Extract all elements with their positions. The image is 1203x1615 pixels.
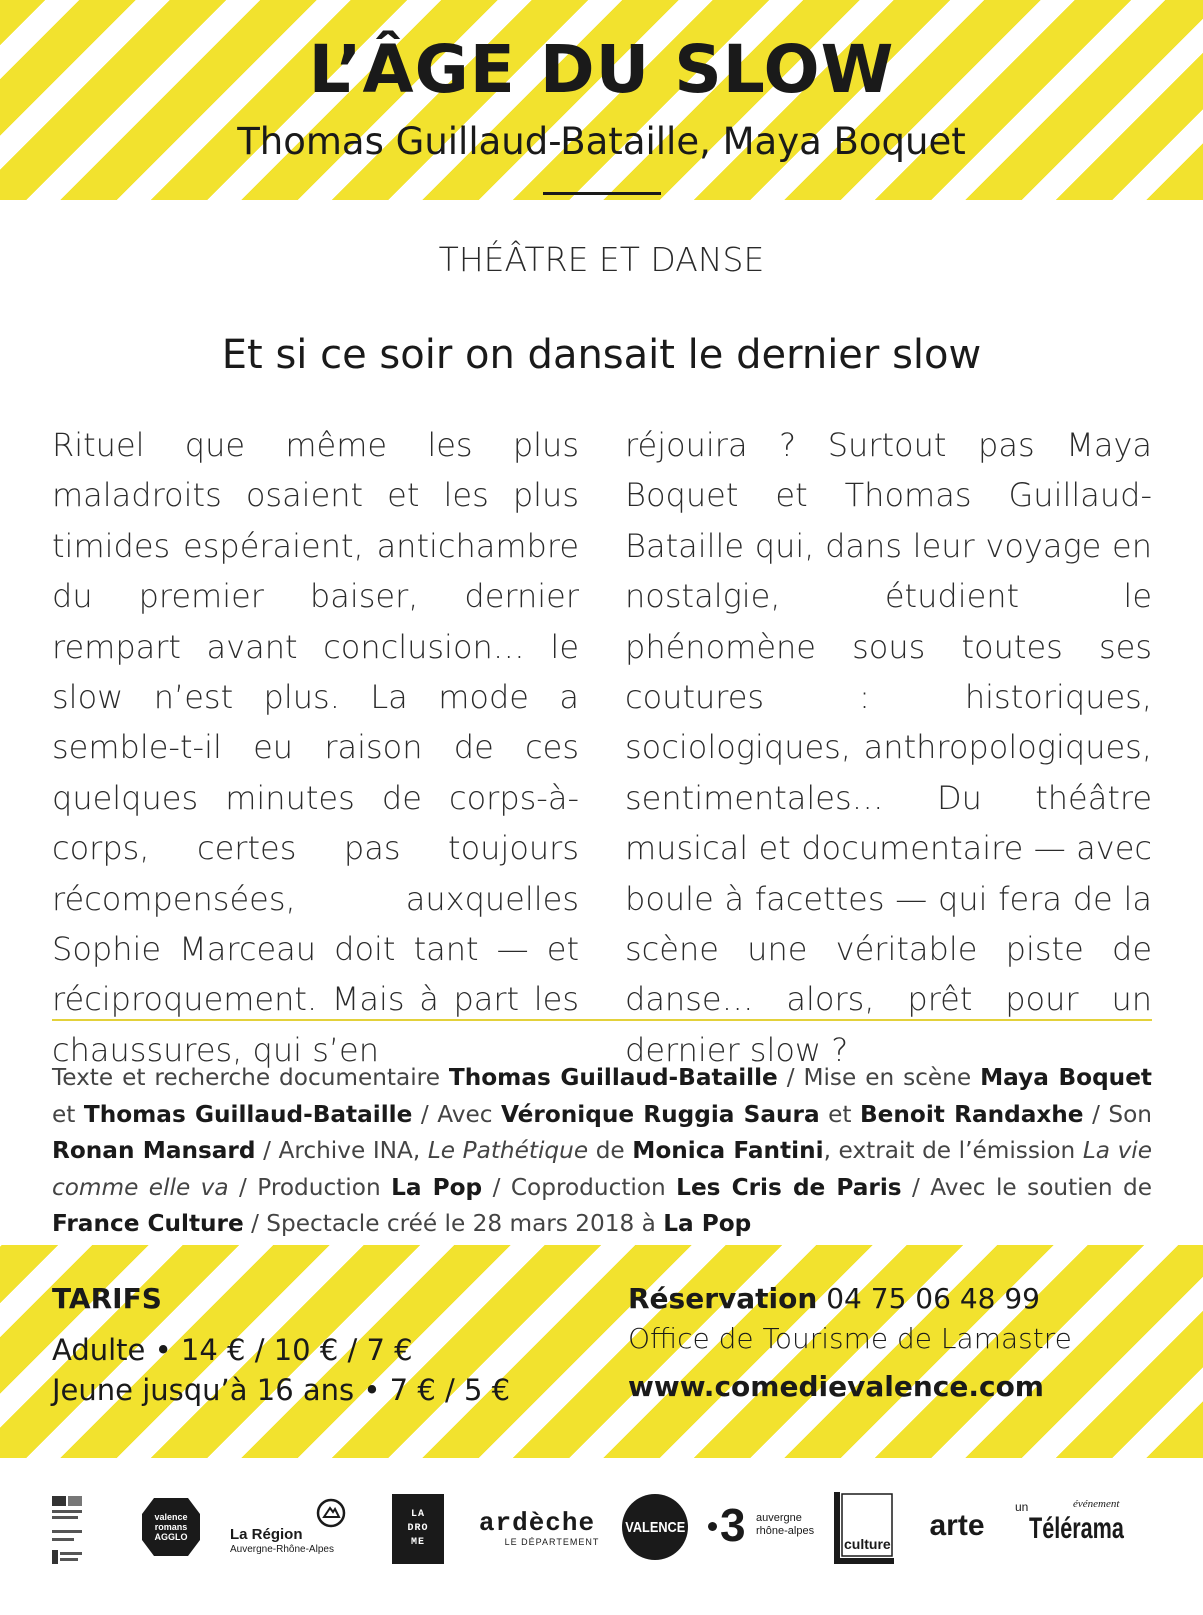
telerama-un: un [1015, 1500, 1029, 1514]
credits-name: Monica Fantini [632, 1137, 824, 1164]
france-culture-text: culture [844, 1536, 891, 1552]
credits-text: / Avec le soutien de [901, 1173, 1152, 1201]
valence-agglo-logo [140, 1496, 202, 1558]
arte-text: arte [929, 1509, 985, 1542]
la-region-logo [230, 1498, 350, 1562]
credits-name: Ronan Mansard [52, 1137, 256, 1164]
credits-block [52, 1060, 1152, 1243]
credits-name: Benoit Randaxhe [860, 1100, 1084, 1128]
ardeche-text: ardèche [478, 1508, 596, 1538]
credits-text: , extrait de l’émission [823, 1137, 1083, 1164]
genre-label: THÉÂTRE ET DANSE [438, 240, 765, 279]
tarif-young: Jeune jusqu’à 16 ans • 7 € / 5 € [52, 1373, 511, 1407]
france-culture-frame-icon [832, 1490, 896, 1566]
credits-text: / Son [1083, 1100, 1153, 1128]
partner-logos [40, 1490, 1170, 1590]
telerama-text: Télérama [1029, 1512, 1124, 1545]
credits-text: / Production [228, 1173, 392, 1201]
france-culture-logo [832, 1490, 896, 1566]
description-right-column: réjouira ? Surtout pas Maya Boquet et Thomas Guillaud-Bataille qui, dans leur voyage en nostalgie, étudient le phénomène sous toutes ses coutures : historiques, sociologiques, anthropologiques, sentimentales… Du théâtre musical et documentaire — avec boule à facettes — qui fera de la scène une véritable piste de danse… alors, prêt pour un dernier slow ? [625, 426, 1152, 1069]
reservation-line [628, 1280, 1040, 1318]
region-name: La Région [230, 1526, 303, 1543]
show-title: L’ÂGE DU SLOW [308, 31, 895, 108]
section-divider [52, 1019, 1152, 1021]
show-authors: Thomas Guillaud-Bataille, Maya Boquet [237, 120, 966, 163]
telerama-event: événement [1073, 1498, 1120, 1510]
france3-sub: auvergne rhône-alpes [756, 1512, 815, 1537]
credits-text: / Avec [412, 1100, 501, 1128]
arte-logo [912, 1506, 1002, 1546]
tagline: Et si ce soir on dansait le dernier slow [221, 332, 982, 378]
france3-number: 3 [720, 1499, 746, 1551]
credits-name: La Pop [663, 1210, 752, 1237]
region-sub: Auvergne-Rhône-Alpes [230, 1544, 334, 1555]
credits-name: Les Cris de Paris [676, 1173, 902, 1201]
credits-name: Thomas Guillaud-Bataille [448, 1064, 778, 1091]
ville-valence-logo [622, 1494, 688, 1560]
credits-name: Véronique Ruggia Saura [501, 1100, 820, 1128]
prefet-emblem-icon [52, 1496, 86, 1566]
ardeche-sub: LE DÉPARTEMENT [504, 1537, 600, 1547]
credits-text: et [52, 1100, 84, 1128]
credits-text: / Mise en scène [777, 1064, 981, 1091]
ardeche-logo [472, 1500, 602, 1556]
tarifs-heading: TARIFS [52, 1282, 162, 1315]
credits-name: Thomas Guillaud-Bataille [83, 1100, 413, 1128]
credits-text: Texte et recherche documentaire [52, 1064, 449, 1091]
header-rule [543, 192, 661, 195]
credits-name: France Culture [52, 1210, 244, 1237]
region-mountain-icon [316, 1498, 346, 1528]
credits-text: et [819, 1100, 860, 1128]
credits-text: / Spectacle créé le 28 mars 2018 à [243, 1210, 664, 1237]
credits-text: de [588, 1137, 633, 1164]
credits-text: / Coproduction [482, 1173, 677, 1201]
reservation-phone: 04 75 06 48 99 [817, 1282, 1040, 1315]
ville-valence-text: VALENCE [625, 1518, 685, 1536]
credits-work-title: Le Pathétique [427, 1137, 589, 1164]
valence-agglo-text: valence romans AGGLO [154, 1512, 188, 1542]
la-drome-logo [392, 1494, 444, 1564]
credits-name: Maya Boquet [980, 1064, 1152, 1091]
prefet-logo [52, 1496, 86, 1566]
reservation-label: Réservation [628, 1282, 818, 1315]
credits-name: La Pop [391, 1173, 483, 1201]
tarif-adult: Adulte • 14 € / 10 € / 7 € [52, 1333, 413, 1367]
credits-text: / Archive INA, [255, 1137, 428, 1164]
la-drome-text: LA DRO ME [407, 1509, 429, 1548]
france3-logo [708, 1500, 828, 1556]
france3-dot-icon [708, 1522, 717, 1531]
website-link[interactable]: www.comedievalence.com [628, 1370, 1044, 1403]
telerama-logo [1015, 1494, 1140, 1564]
description-left-column: Rituel que même les plus maladroits osaient et les plus timides espéraient, antichambre du premier baiser, dernier rempart avant conclusion… le slow n’est plus. La mode a semble-t-il eu raison de ces quelques minutes de corps-à-corps, certes pas toujours récompensées, auxquelles Sophie Marceau doit tant — et réciproquement. Mais à part les chaussures, qui s’en [52, 426, 579, 1069]
reservation-office: Office de Tourisme de Lamastre [628, 1322, 1072, 1355]
credits-work-title: La vie comme elle va [52, 1137, 1152, 1201]
